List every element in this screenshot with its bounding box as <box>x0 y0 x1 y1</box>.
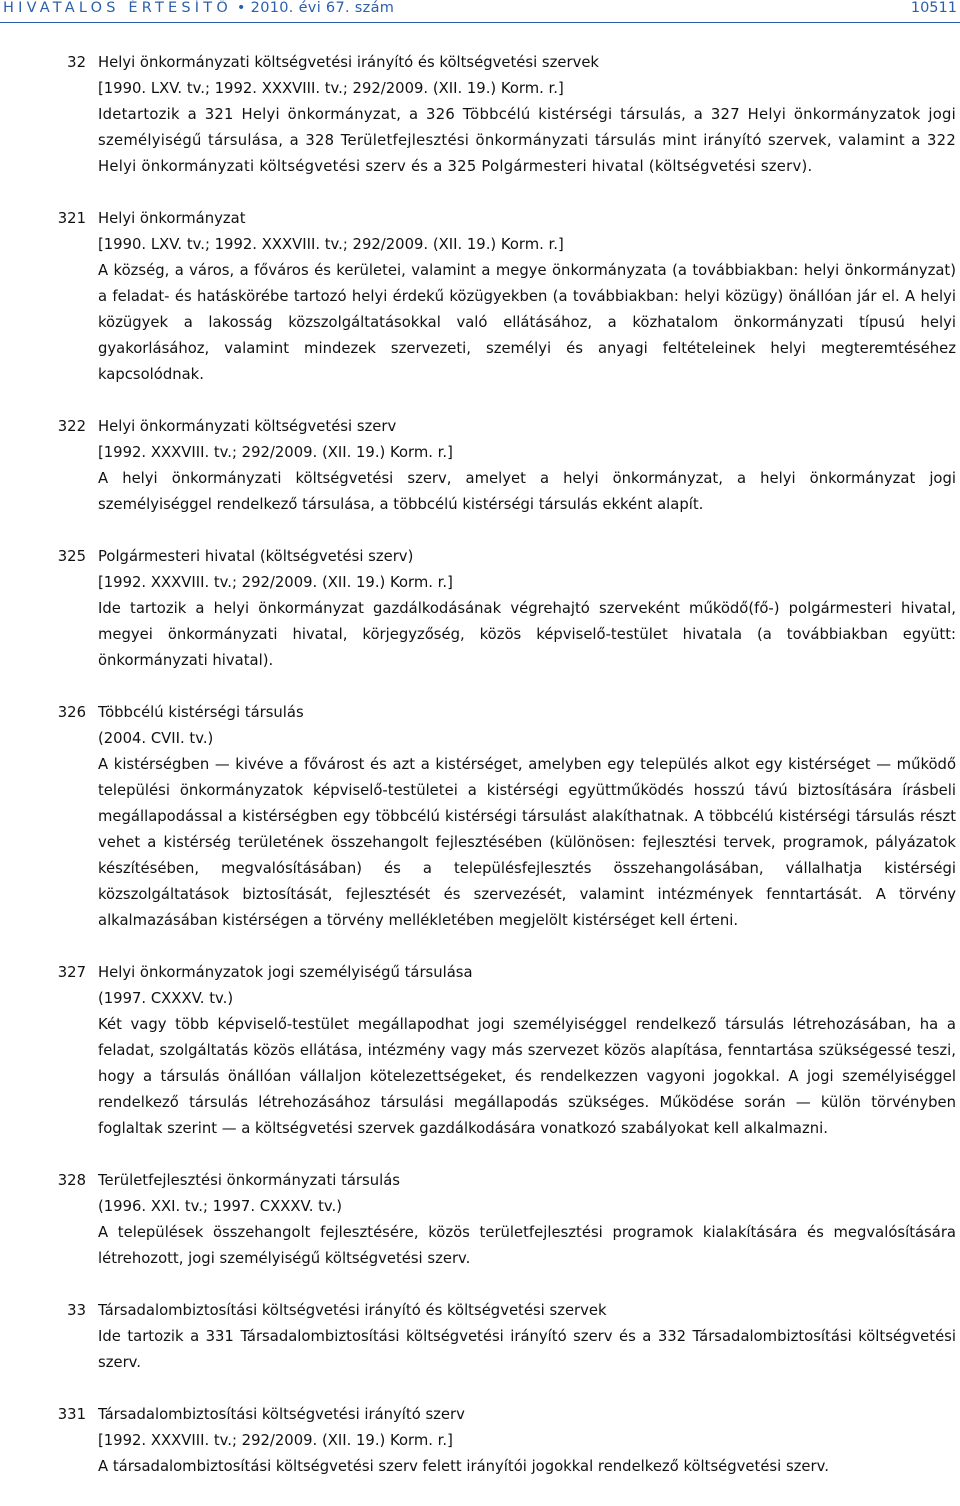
entry-reference: [1992. XXXVIII. tv.; 292/2009. (XII. 19.) Korm. r.] <box>98 444 453 461</box>
entry-reference: (2004. CVII. tv.) <box>98 730 214 747</box>
entry-title: Polgármesteri hivatal (költségvetési szerv) <box>98 548 414 565</box>
entry-title: Helyi önkormányzati költségvetési irányító és költségvetési szervek <box>98 54 600 71</box>
entry-text: A helyi önkormányzati költségvetési szerv, amelyet a helyi önkormányzat, a helyi önkormányzat jogi személyiséggel rendelkező társulása, a többcélú kistérségi társulás ekként alapít. <box>98 470 956 513</box>
entry-331 <box>0 1402 960 1480</box>
entry-33 <box>0 1298 960 1376</box>
entry-number: 321 <box>57 210 86 227</box>
entry-321 <box>0 206 960 388</box>
entry-text: Ide tartozik a helyi önkormányzat gazdálkodásának végrehajtó szerveként működő(fő-) polgármesteri hivatal, megyei önkormányzati hivatal, körjegyzőség, közös képviselő-testület hivatala (a továbbiakban együtt: önkormányzati hivatal). <box>98 600 956 669</box>
page-header <box>0 0 960 18</box>
entry-text: Két vagy több képviselő-testület megállapodhat jogi személyiséggel rendelkező társulás létrehozásában, ha a feladat, szolgáltatás közös ellátása, intézmény vagy más szervezet közös alapítása, fenntartása szükségessé teszi, hogy a társulás önállóan vállaljon kötelezettségeket, és rendelkezzen vagyoni jogokkal. A jogi személyiséggel rendelkező társulás létrehozásához társulási megállapodás szükséges. Működése során — külön törvényben foglaltak szerint — a költségvetési szervek gazdálkodására vonatkozó szabályokat kell alkalmazni. <box>98 1016 956 1137</box>
entry-reference: [1992. XXXVIII. tv.; 292/2009. (XII. 19.) Korm. r.] <box>98 574 453 591</box>
issue-label: 2010. évi 67. szám <box>250 0 395 16</box>
entry-327 <box>0 960 960 1142</box>
entry-326 <box>0 700 960 934</box>
header-left <box>3 0 394 16</box>
entry-text: Idetartozik a 321 Helyi önkormányzat, a 326 Többcélú kistérségi társulás, a 327 Helyi önkormányzatok jogi személyiségű társulása, a 328 Területfejlesztési önkormányzati társulás mint irányító szervek, valamint a 322 Helyi önkormányzati költségvetési szerv és a 325 Polgármesteri hivatal (költségvetési szerv). <box>98 106 956 175</box>
publication-title: HIVATALOS ÉRTESÍTŐ <box>3 0 232 16</box>
entry-325 <box>0 544 960 674</box>
entry-number: 325 <box>57 548 86 565</box>
entry-text: A kistérségben — kivéve a fővárost és azt a kistérséget, amelyben egy település alkot egy kistérséget — működő települési önkormányzatok képviselő-testületei a kistérségi együttműködés hosszú távú biztosítására írásbeli megállapodással a kistérségben egy többcélú kistérségi társulást alakíthatnak. A többcélú kistérségi társulás részt vehet a kistérség területének összehangolt fejlesztésében (különösen: fejlesztési tervek, programok, pályázatok készítésében, megvalósításában) és a településfejlesztés összehangolásában, vállalhatja kistérségi közszolgáltatások biztosítását, fejlesztését és szervezését, valamint intézmények fenntartását. A törvény alkalmazásában kistérségen a törvény mellékletében megjelölt kistérséget kell érteni. <box>98 756 956 929</box>
entry-32 <box>0 50 960 180</box>
entry-reference: [1990. LXV. tv.; 1992. XXXVIII. tv.; 292/2009. (XII. 19.) Korm. r.] <box>98 80 564 97</box>
entry-number: 327 <box>57 964 86 981</box>
entry-text: A község, a város, a főváros és kerületei, valamint a megye önkormányzata (a továbbiakban: helyi önkormányzat) a feladat- és hatáskörébe tartozó helyi érdekű közügyekben (a továbbiakban: helyi közügy) önállóan jár el. A helyi közügyek a lakosság közszolgáltatásokkal való ellátásához, a közhatalom önkormányzati típusú helyi gyakorlásához, valamint mindezek szervezeti, személyi és anyagi feltételeinek helyi megteremtéséhez kapcsolódnak. <box>98 262 956 383</box>
entry-text: Ide tartozik a 331 Társadalombiztosítási költségvetési irányító szerv és a 332 Társadalombiztosítási költségvetési szerv. <box>98 1328 956 1371</box>
entry-reference: (1997. CXXXV. tv.) <box>98 990 234 1007</box>
header-separator: • <box>236 0 246 16</box>
page-number: 10511 <box>910 0 957 16</box>
entry-title: Társadalombiztosítási költségvetési irányító és költségvetési szervek <box>98 1302 607 1319</box>
entry-title: Helyi önkormányzatok jogi személyiségű társulása <box>98 964 473 981</box>
entry-reference: [1992. XXXVIII. tv.; 292/2009. (XII. 19.) Korm. r.] <box>98 1432 453 1449</box>
entry-title: Helyi önkormányzat <box>98 210 246 227</box>
entry-328 <box>0 1168 960 1272</box>
entry-text: A társadalombiztosítási költségvetési szerv felett irányítói jogokkal rendelkező költségvetési szerv. <box>98 1458 829 1475</box>
entry-reference: (1996. XXI. tv.; 1997. CXXXV. tv.) <box>98 1198 342 1215</box>
entry-title: Társadalombiztosítási költségvetési irányító szerv <box>98 1406 465 1423</box>
entry-322 <box>0 414 960 518</box>
entry-title: Területfejlesztési önkormányzati társulás <box>98 1172 400 1189</box>
entry-number: 33 <box>67 1302 86 1319</box>
entry-title: Helyi önkormányzati költségvetési szerv <box>98 418 397 435</box>
document-body <box>0 50 960 1506</box>
entry-number: 326 <box>57 704 86 721</box>
entry-text: A települések összehangolt fejlesztésére, közös területfejlesztési programok kialakítására és megvalósítására létrehozott, jogi személyiségű költségvetési szerv. <box>98 1224 956 1267</box>
entry-title: Többcélú kistérségi társulás <box>98 704 304 721</box>
header-divider <box>0 22 960 23</box>
entry-reference: [1990. LXV. tv.; 1992. XXXVIII. tv.; 292/2009. (XII. 19.) Korm. r.] <box>98 236 564 253</box>
entry-number: 328 <box>57 1172 86 1189</box>
entry-number: 322 <box>57 418 86 435</box>
entry-number: 32 <box>67 54 86 71</box>
entry-number: 331 <box>57 1406 86 1423</box>
